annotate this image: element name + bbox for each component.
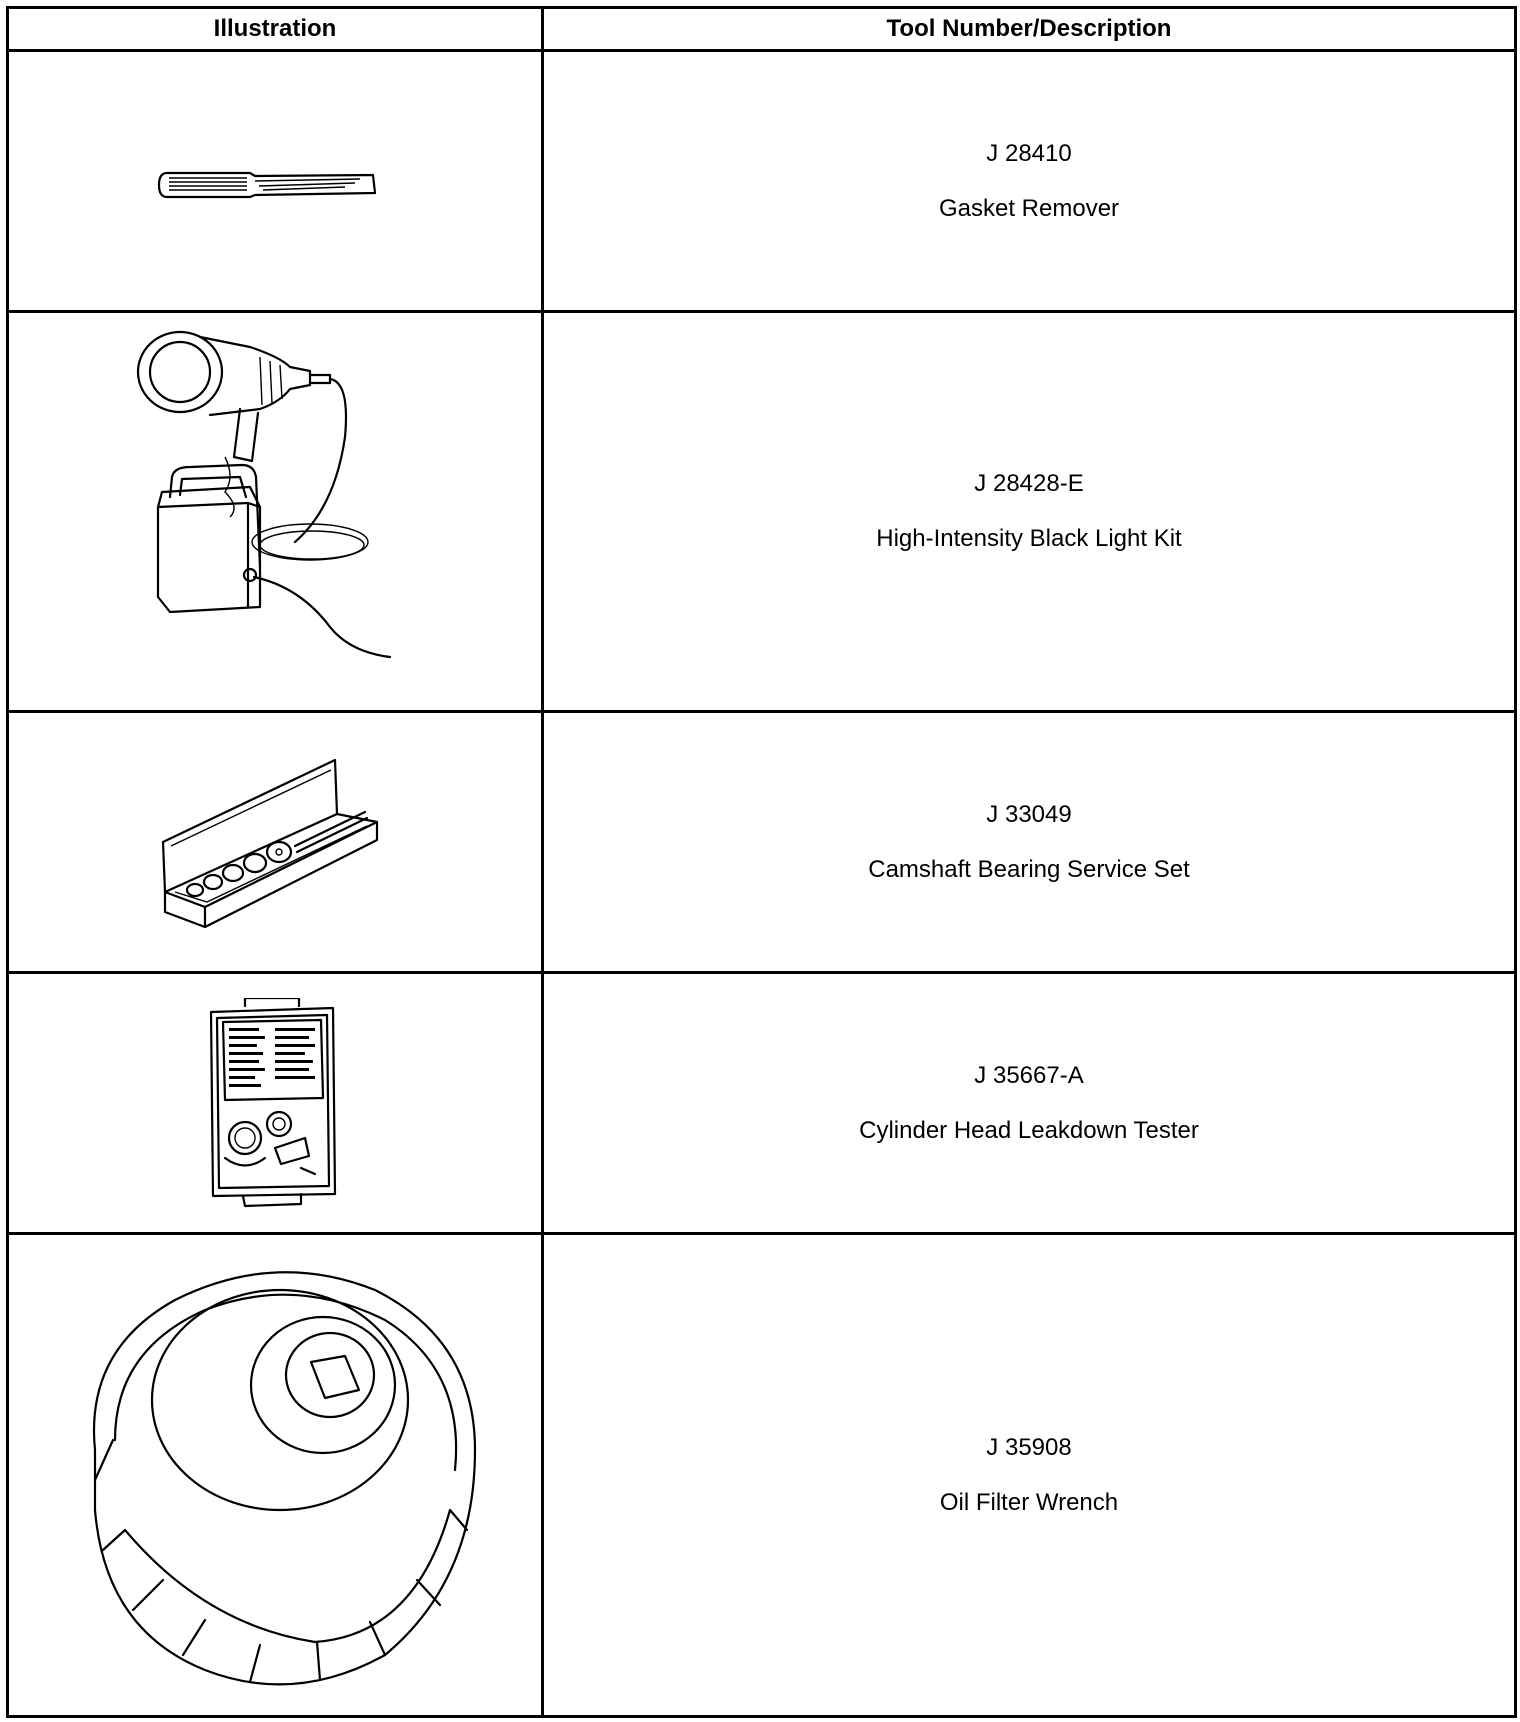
illustration-cell	[8, 973, 543, 1234]
tool-description: High-Intensity Black Light Kit	[876, 525, 1182, 552]
table-row	[8, 51, 1516, 312]
table-row	[8, 712, 1516, 973]
tool-number: J 35908	[986, 1433, 1072, 1461]
table-row	[8, 973, 1516, 1234]
gasket-remover-icon	[155, 151, 395, 211]
tool-cell	[543, 51, 1516, 312]
illustration-column-header: Illustration	[8, 8, 543, 51]
tool-description: Gasket Remover	[938, 194, 1120, 222]
special-tools-table	[6, 6, 1517, 1718]
tool-cell	[543, 712, 1516, 973]
tool-number: J 35667-A	[974, 1061, 1084, 1089]
illustration-cell	[8, 712, 543, 973]
leakdown-tester-icon	[205, 998, 345, 1208]
table-row	[8, 1234, 1516, 1717]
table-row	[8, 312, 1516, 712]
oil-filter-wrench-icon	[55, 1250, 495, 1700]
tool-description: Camshaft Bearing Service Set	[868, 855, 1190, 883]
tool-cell	[543, 1234, 1516, 1717]
tool-number: J 33049	[986, 800, 1072, 828]
tool-description: Cylinder Head Leakdown Tester	[859, 1116, 1199, 1144]
tool-cell	[543, 312, 1516, 712]
tool-column-header: Tool Number/Description	[543, 8, 1516, 51]
illustration-cell	[8, 312, 543, 712]
camshaft-bearing-set-icon	[155, 742, 395, 942]
tool-description: Oil Filter Wrench	[939, 1488, 1119, 1516]
illustration-cell	[8, 51, 543, 312]
illustration-cell	[8, 1234, 543, 1717]
tool-number: J 28428-E	[974, 470, 1084, 497]
tool-number: J 28410	[986, 139, 1072, 167]
black-light-kit-icon	[130, 327, 420, 697]
table-header-row	[8, 8, 1516, 51]
special-tools-sheet	[6, 6, 1514, 1716]
tool-cell	[543, 973, 1516, 1234]
